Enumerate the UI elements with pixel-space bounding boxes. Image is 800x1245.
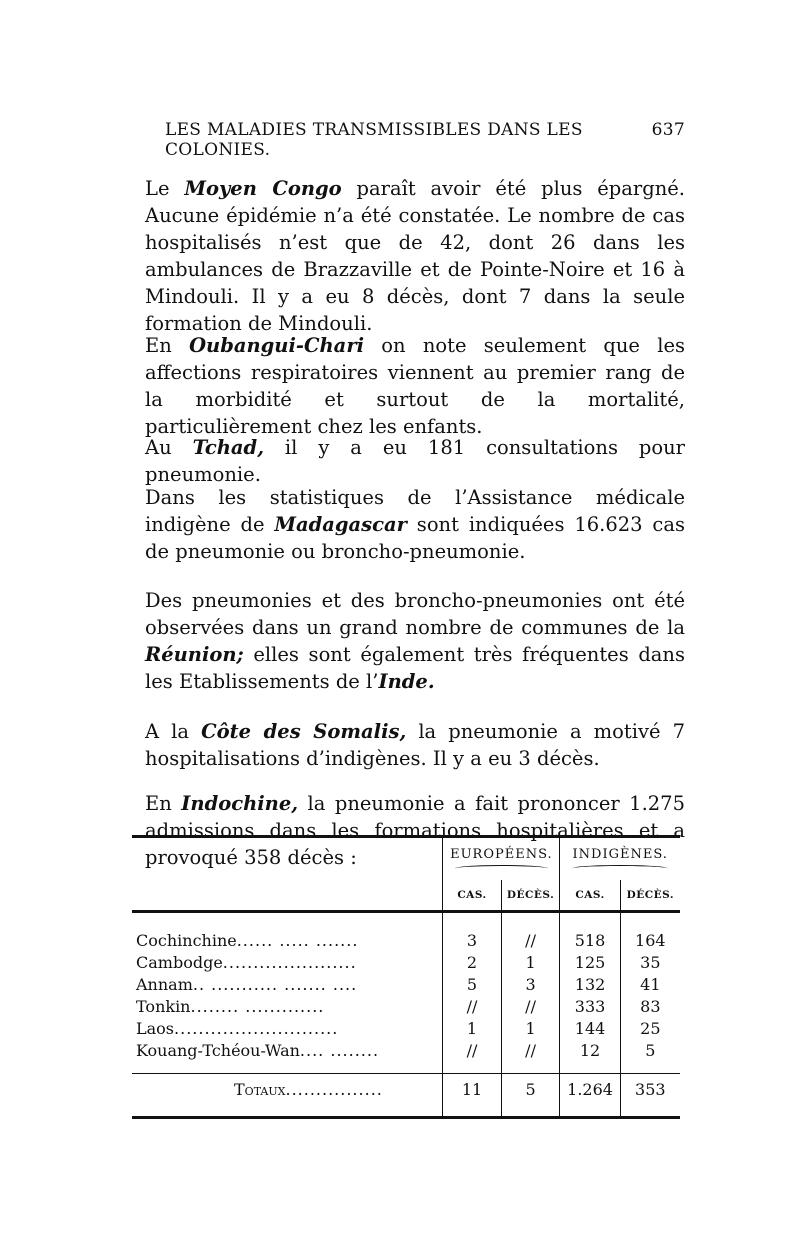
brace-decoration	[572, 865, 668, 872]
cell-in-deces: 83	[620, 995, 680, 1017]
place-name: Moyen Congo	[184, 176, 342, 200]
table-row	[132, 1039, 680, 1061]
paragraph-prefix: Au	[145, 435, 193, 459]
paragraph-cote-des-somalis	[145, 718, 685, 772]
region-name: Annam	[136, 974, 193, 994]
cell-eu-cas: 2	[443, 951, 501, 973]
paragraph-prefix: Dans les statistiques de l’Assistance médicale indigène de	[145, 485, 685, 536]
cell-in-cas: 333	[560, 995, 620, 1017]
paragraph-text: il y a eu 181 consultations pour pneumonie.	[145, 435, 685, 486]
cell-in-deces: 35	[620, 951, 680, 973]
paragraph-moyen-congo: Le Moyen Congo paraît avoir été plus épargné. Aucune épidémie n’a été constatée. Le nombre de cas hospitalisés n’est que de 42, dont 26 dans les ambulances de Brazzaville et de Pointe-Noire et 16 à Mindouli. Il y a eu 8 décès, dont 7 dans la seule formation de Mindouli.	[145, 176, 685, 335]
cell-in-deces: 25	[620, 1017, 680, 1039]
cell-eu-deces: //	[501, 995, 560, 1017]
table-row	[132, 1017, 680, 1039]
totals-row	[132, 1074, 680, 1105]
group-europeens: EUROPÉENS.	[443, 837, 560, 881]
cell-in-deces: 41	[620, 973, 680, 995]
cell-eu-deces: 1	[501, 951, 560, 973]
region-name: Laos	[136, 1018, 175, 1038]
totals-label: Totaux	[234, 1079, 286, 1099]
subheader-eu-deces: DÉCÈS.	[501, 880, 560, 912]
total-in-cas: 1.264	[560, 1074, 620, 1105]
paragraph-middle: elles sont également très fréquentes dans les Etablissements de l’	[145, 642, 685, 693]
cell-eu-deces: //	[501, 1039, 560, 1061]
leader-dots: .... ........	[299, 1040, 380, 1060]
paragraph-tchad	[145, 434, 685, 488]
cell-in-cas: 518	[560, 929, 620, 951]
paragraph-prefix: A la	[145, 719, 202, 743]
place-name: Réunion;	[145, 642, 244, 666]
leader-dots: ......................	[222, 952, 357, 972]
total-eu-cas: 11	[443, 1074, 501, 1105]
cell-in-deces: 5	[620, 1039, 680, 1061]
place-name: Tchad,	[192, 435, 264, 459]
brace-decoration	[455, 865, 548, 872]
leader-dots: ................	[285, 1079, 383, 1099]
table-row	[132, 929, 680, 951]
leader-dots: .. ........... ....... ....	[192, 974, 358, 994]
subheader-in-cas: CAS.	[560, 880, 620, 912]
leader-dots: ........ .............	[190, 996, 325, 1016]
place-name: Côte des Somalis,	[201, 719, 407, 743]
paragraph-oubangui-chari	[145, 332, 685, 440]
region-name: Kouang-Tchéou-Wan	[136, 1040, 300, 1060]
table-row	[132, 951, 680, 973]
table-row	[132, 973, 680, 995]
paragraph-prefix: Des pneumonies et des broncho-pneumonies ont été observées dans un grand nombre de communes de la	[145, 588, 685, 639]
table-row	[132, 995, 680, 1017]
region-name: Cambodge	[136, 952, 223, 972]
cell-eu-cas: 5	[443, 973, 501, 995]
subheader-in-deces: DÉCÈS.	[620, 880, 680, 912]
paragraph-madagascar	[145, 484, 685, 565]
leader-dots: ...... ..... .......	[236, 930, 359, 950]
cell-in-cas: 132	[560, 973, 620, 995]
cell-eu-cas: 3	[443, 929, 501, 951]
paragraph-text: paraît avoir été plus épargné. Aucune épidémie n’a été constatée. Le nombre de cas hospitalisés n’est que de 42, dont 26 dans les ambulances de Brazzaville et de Pointe-Noire et 16 à Mindouli. Il y a eu 8 décès, dont 7 dans la seule formation de Mindouli.	[145, 176, 685, 335]
total-eu-deces: 5	[501, 1074, 560, 1105]
table-group-header	[132, 837, 680, 881]
paragraph-prefix: En	[145, 791, 182, 815]
place-name: Madagascar	[274, 512, 407, 536]
place-name: Oubangui-Chari	[189, 333, 365, 357]
cell-in-deces: 164	[620, 929, 680, 951]
place-name-2: Inde.	[378, 669, 435, 693]
table-sub-header	[132, 880, 680, 912]
paragraph-text: la pneumonie a motivé 7 hospitalisations d’indigènes. Il y a eu 3 décès.	[145, 719, 685, 770]
cell-eu-deces: 3	[501, 973, 560, 995]
cell-eu-deces: //	[501, 929, 560, 951]
paragraph-text: sont indiquées 16.623 cas de pneumonie ou broncho-pneumonie.	[145, 512, 685, 563]
leader-dots: ...........................	[174, 1018, 339, 1038]
cell-in-cas: 125	[560, 951, 620, 973]
group-indigenes: INDIGÈNES.	[560, 837, 680, 881]
total-in-deces: 353	[620, 1074, 680, 1105]
region-name: Tonkin	[136, 996, 191, 1016]
indochine-pneumonia-table	[132, 835, 680, 1119]
page-number: 637	[651, 120, 685, 140]
cell-in-cas: 144	[560, 1017, 620, 1039]
subheader-eu-cas: CAS.	[443, 880, 501, 912]
cell-in-cas: 12	[560, 1039, 620, 1061]
paragraph-prefix: En	[145, 333, 190, 357]
paragraph-text: on note seulement que les affections respiratoires viennent au premier rang de la morbidité et surtout de la mortalité, particulièrement chez les enfants.	[145, 333, 685, 438]
cell-eu-cas: //	[443, 1039, 501, 1061]
cell-eu-cas: 1	[443, 1017, 501, 1039]
cell-eu-cas: //	[443, 995, 501, 1017]
cell-eu-deces: 1	[501, 1017, 560, 1039]
place-name: Indochine,	[181, 791, 299, 815]
header-title: LES MALADIES TRANSMISSIBLES DANS LES COLONIES.	[165, 120, 583, 160]
paragraph-reunion-inde	[145, 587, 685, 695]
region-name: Cochinchine	[136, 930, 237, 950]
paragraph-text: la pneumonie a fait prononcer 1.275 admissions dans les formations hospitalières et a provoqué 358 décès :	[145, 791, 685, 869]
